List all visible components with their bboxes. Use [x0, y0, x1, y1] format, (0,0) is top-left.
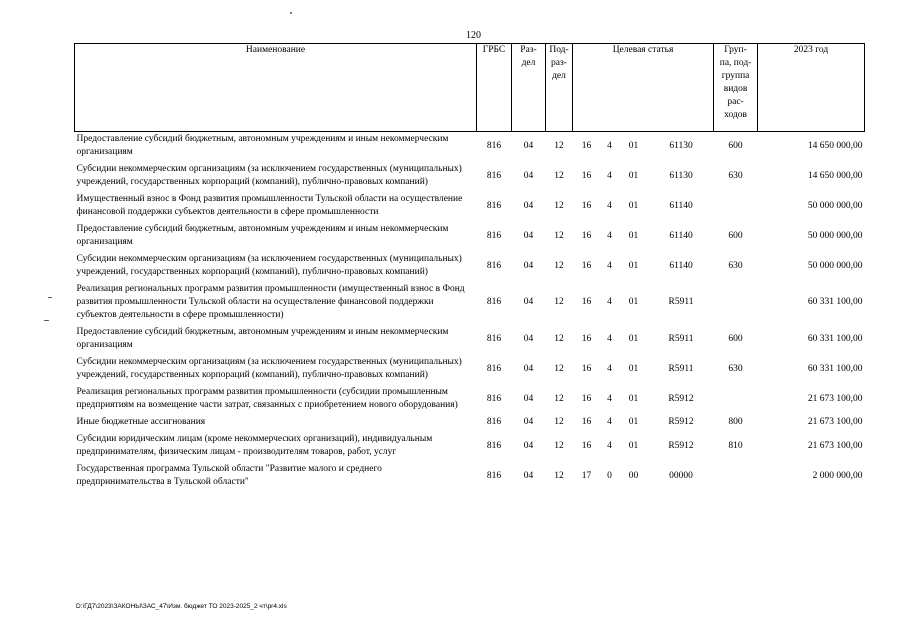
row-name: Реализация региональных программ развития промышленности (субсидии промышленным предприятиям на возмещение части затрат, связанных с приобретением нового оборудования)	[76, 387, 458, 410]
row-target-program: 16	[581, 170, 592, 181]
row-target-direction: 61140	[669, 260, 693, 271]
row-target-program: 16	[581, 440, 592, 451]
row-expense-group: 600	[728, 333, 743, 344]
header-podrazdel: Под- раз- дел	[546, 44, 573, 132]
table-row	[75, 325, 865, 355]
row-target-program: 16	[581, 297, 592, 307]
row-name: Иные бюджетные ассигнования	[76, 417, 206, 427]
row-expense-group: 600	[728, 230, 743, 241]
row-grbs: 816	[486, 140, 502, 151]
row-grbs: 816	[486, 333, 502, 344]
row-expense-group: 630	[728, 363, 743, 374]
row-target-subprogram: 4	[607, 260, 612, 271]
page-number: 120	[466, 30, 481, 41]
row-target-element: 01	[628, 297, 639, 307]
row-target-direction: R5911	[668, 297, 694, 307]
row-grbs: 816	[486, 440, 502, 451]
row-podrazdel: 12	[554, 417, 564, 427]
row-razdel: 04	[523, 393, 534, 404]
row-name: Субсидии некоммерческим организациям (за исключением государственных (муниципальных) учреждений, государственных корпораций (компаний), публично-правовых компаний)	[76, 254, 462, 277]
table-row	[75, 192, 865, 222]
row-target-program: 16	[581, 260, 592, 271]
table-body	[75, 132, 865, 493]
table-row	[75, 252, 865, 282]
row-target-subprogram: 4	[607, 363, 612, 374]
row-grbs: 816	[486, 230, 502, 241]
row-razdel: 04	[523, 230, 534, 241]
header-year: 2023 год	[758, 44, 865, 132]
row-target-subprogram: 4	[607, 297, 612, 307]
row-podrazdel: 12	[554, 230, 564, 241]
row-podrazdel: 12	[554, 200, 564, 211]
row-target-direction: R5911	[668, 333, 694, 344]
row-razdel: 04	[523, 140, 534, 151]
row-grbs: 816	[486, 417, 502, 427]
row-target-element: 00	[628, 470, 639, 481]
row-target-program: 16	[581, 363, 592, 374]
row-target-element: 01	[628, 140, 639, 151]
table-row	[75, 355, 865, 385]
row-target-program: 16	[581, 140, 592, 151]
row-razdel: 04	[523, 470, 534, 481]
header-razdel: Раз- дел	[512, 44, 546, 132]
budget-table	[74, 43, 865, 492]
table-row	[75, 222, 865, 252]
row-expense-group: 800	[728, 417, 743, 427]
row-grbs: 816	[486, 470, 502, 481]
row-expense-group	[714, 192, 758, 222]
row-target-element: 01	[628, 200, 639, 211]
row-grbs: 816	[486, 393, 502, 404]
row-amount: 21 673 100,00	[807, 440, 863, 451]
scan-speck	[290, 12, 292, 14]
row-razdel: 04	[523, 297, 534, 307]
row-expense-group	[714, 282, 758, 325]
row-name: Субсидии юридическим лицам (кроме некоммерческих организаций), индивидуальным предпринимателям, физическим лицам - производителям товаров, работ, услуг	[76, 434, 433, 457]
row-target-program: 16	[581, 393, 592, 404]
row-amount: 60 331 100,00	[807, 297, 863, 307]
row-target-element: 01	[628, 417, 639, 427]
row-target-element: 01	[628, 260, 639, 271]
row-expense-group: 630	[728, 260, 743, 271]
row-target-element: 01	[628, 333, 639, 344]
row-expense-group: 630	[728, 170, 743, 181]
row-amount: 50 000 000,00	[807, 260, 863, 271]
header-target: Целевая статья	[573, 44, 714, 132]
row-amount: 21 673 100,00	[807, 393, 863, 404]
row-name: Субсидии некоммерческим организациям (за исключением государственных (муниципальных) учреждений, государственных корпораций (компаний), публично-правовых компаний)	[76, 164, 462, 187]
row-podrazdel: 12	[554, 393, 564, 404]
row-podrazdel: 12	[554, 260, 564, 271]
row-podrazdel: 12	[554, 440, 564, 451]
row-target-subprogram: 4	[607, 170, 612, 181]
row-grbs: 816	[486, 200, 502, 211]
row-target-direction: R5911	[668, 363, 694, 374]
row-podrazdel: 12	[554, 297, 564, 307]
row-expense-group	[714, 385, 758, 415]
row-amount: 21 673 100,00	[807, 417, 863, 427]
row-target-subprogram: 4	[607, 393, 612, 404]
row-target-element: 01	[628, 230, 639, 241]
row-razdel: 04	[523, 200, 534, 211]
row-name: Предоставление субсидий бюджетным, автономным учреждениям и иным некоммерческим организациям	[76, 134, 449, 157]
row-target-element: 01	[628, 170, 639, 181]
table-row	[75, 162, 865, 192]
table-header-row	[75, 44, 865, 132]
row-target-subprogram: 4	[607, 140, 612, 151]
row-razdel: 04	[523, 363, 534, 374]
row-amount: 50 000 000,00	[807, 200, 863, 211]
row-podrazdel: 12	[554, 470, 564, 481]
row-grbs: 816	[486, 297, 502, 307]
table-row	[75, 415, 865, 432]
row-amount: 2 000 000,00	[812, 470, 863, 481]
row-name: Государственная программа Тульской области "Развитие малого и среднего предпринимательства в Тульской области"	[76, 464, 382, 487]
row-podrazdel: 12	[554, 170, 564, 181]
row-name: Предоставление субсидий бюджетным, автономным учреждениям и иным некоммерческим организациям	[76, 224, 449, 247]
row-expense-group: 810	[728, 440, 743, 451]
row-target-direction: 61130	[669, 170, 693, 181]
row-target-program: 16	[581, 230, 592, 241]
row-target-direction: 61140	[669, 230, 693, 241]
row-target-direction: R5912	[668, 417, 694, 427]
row-target-element: 01	[628, 440, 639, 451]
row-target-subprogram: 4	[607, 200, 612, 211]
row-amount: 60 331 100,00	[807, 333, 863, 344]
row-razdel: 04	[523, 417, 534, 427]
row-grbs: 816	[486, 260, 502, 271]
row-razdel: 04	[523, 170, 534, 181]
footer-file-path: D:\ГД7\2023\ЗАКОНЫ\ЗАС_47\Изм. бюджет ТО 2023-2025_2 чт\pr4.xls	[76, 603, 287, 610]
scan-speck	[44, 320, 49, 321]
row-expense-group: 600	[728, 140, 743, 151]
row-target-direction: 00000	[669, 470, 693, 481]
table-row	[75, 462, 865, 492]
row-target-direction: 61140	[669, 200, 693, 211]
row-name: Реализация региональных программ развития промышленности (имущественный взнос в Фонд развития промышленности Тульской области на осуществление финансовой поддержки субъектов деятельности в сфере промышленности)	[76, 284, 465, 320]
row-amount: 14 650 000,00	[807, 140, 863, 151]
row-amount: 14 650 000,00	[807, 170, 863, 181]
row-target-program: 16	[581, 417, 592, 427]
row-grbs: 816	[486, 170, 502, 181]
row-target-element: 01	[628, 363, 639, 374]
row-podrazdel: 12	[554, 333, 564, 344]
row-amount: 60 331 100,00	[807, 363, 863, 374]
row-target-direction: R5912	[668, 393, 694, 404]
row-target-subprogram: 4	[607, 417, 612, 427]
row-target-program: 16	[581, 200, 592, 211]
table-row	[75, 385, 865, 415]
row-name: Предоставление субсидий бюджетным, автономным учреждениям и иным некоммерческим организациям	[76, 327, 449, 350]
row-grbs: 816	[486, 363, 502, 374]
row-expense-group	[714, 462, 758, 492]
row-razdel: 04	[523, 333, 534, 344]
table-row	[75, 432, 865, 462]
row-target-subprogram: 4	[607, 440, 612, 451]
header-name: Наименование	[75, 44, 477, 132]
row-razdel: 04	[523, 440, 534, 451]
header-group: Груп- па, под- группа видов рас- ходов	[714, 44, 758, 132]
row-name: Субсидии некоммерческим организациям (за исключением государственных (муниципальных) учреждений, государственных корпораций (компаний), публично-правовых компаний)	[76, 357, 462, 380]
row-target-program: 17	[581, 470, 592, 481]
row-amount: 50 000 000,00	[807, 230, 863, 241]
row-target-direction: 61130	[669, 140, 693, 151]
row-name: Имущественный взнос в Фонд развития промышленности Тульской области на осуществление финансовой поддержки субъектов деятельности в сфере промышленности	[76, 194, 463, 217]
row-target-subprogram: 4	[607, 230, 612, 241]
table-row	[75, 282, 865, 325]
row-target-subprogram: 0	[607, 470, 612, 481]
row-razdel: 04	[523, 260, 534, 271]
row-target-subprogram: 4	[607, 333, 612, 344]
table-row	[75, 132, 865, 163]
row-podrazdel: 12	[554, 363, 564, 374]
row-target-direction: R5912	[668, 440, 694, 451]
scan-speck	[48, 297, 52, 298]
row-target-program: 16	[581, 333, 592, 344]
row-target-element: 01	[628, 393, 639, 404]
header-grbs: ГРБС	[477, 44, 512, 132]
row-podrazdel: 12	[554, 140, 564, 151]
